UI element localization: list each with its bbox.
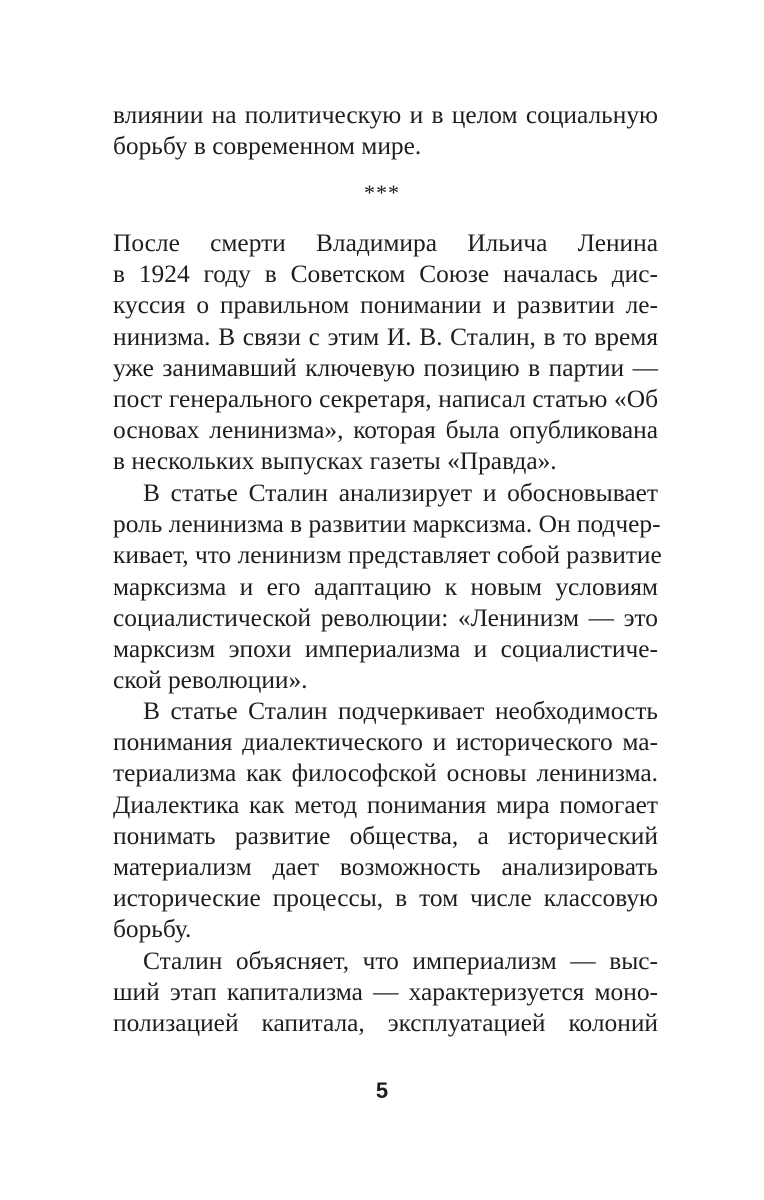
text-line: полизацией капитала, эксплуатацией колоний <box>113 1009 658 1038</box>
paragraph-2 <box>113 478 662 696</box>
text-line: нинизма. В связи с этим И. В. Сталин, в то время <box>113 322 658 351</box>
text-line: Диалектика как метод понимания мира помогает <box>113 790 658 819</box>
text-line: в 1924 году в Советском Союзе началась дис- <box>113 260 658 289</box>
continuation-text <box>113 100 658 162</box>
text-line: Сталин объясняет, что империализм — выс- <box>143 947 658 975</box>
text-line: В статье Сталин подчеркивает необходимость <box>143 697 658 725</box>
text-line: марксизма и его адаптацию к новым условиям <box>113 572 658 601</box>
text-line: исторические процессы, в том числе классовую <box>113 884 658 913</box>
text-line: понимать развитие общества, а исторический <box>113 821 658 850</box>
text-line: ший этап капитализма — характеризуется моно- <box>113 978 658 1007</box>
text-line: куссия о правильном понимании и развитии ле- <box>113 291 658 320</box>
text-line: основах ленинизма», которая была опубликована <box>113 416 658 445</box>
section-separator: *** <box>364 180 400 205</box>
text-line: понимания диалектического и исторического ма- <box>113 728 658 757</box>
text-line: кивает, что ленинизм представляет собой развитие <box>113 541 662 570</box>
text-line: в нескольких выпусках газеты «Правда». <box>113 447 557 476</box>
text-line: ской революции». <box>113 666 308 695</box>
paragraph-4 <box>113 946 658 1040</box>
text-line: После смерти Владимира Ильича Ленина <box>113 229 658 257</box>
paragraph-1 <box>113 228 658 478</box>
text-line: марксизм эпохи империализма и социалистиче- <box>113 635 658 664</box>
paragraph-3 <box>113 696 658 946</box>
text-line: влиянии на политическую и в целом социальную <box>113 101 658 129</box>
text-line: материализм дает возможность анализировать <box>113 853 658 882</box>
text-line: социалистической революции: «Ленинизм — это <box>113 603 658 632</box>
text-line: борьбу в современном мире. <box>113 132 422 161</box>
text-line: пост генерального секретаря, написал статью «Об <box>113 385 658 414</box>
text-line: В статье Сталин анализирует и обосновывает <box>143 479 658 507</box>
text-line: териализма как философской основы ленинизма. <box>113 759 658 788</box>
text-line: борьбу. <box>113 915 192 944</box>
text-line: роль ленинизма в развитии марксизма. Он подчер- <box>113 510 661 539</box>
page-number: 5 <box>375 1078 389 1103</box>
text-line: уже занимавший ключевую позицию в партии — <box>113 353 658 382</box>
